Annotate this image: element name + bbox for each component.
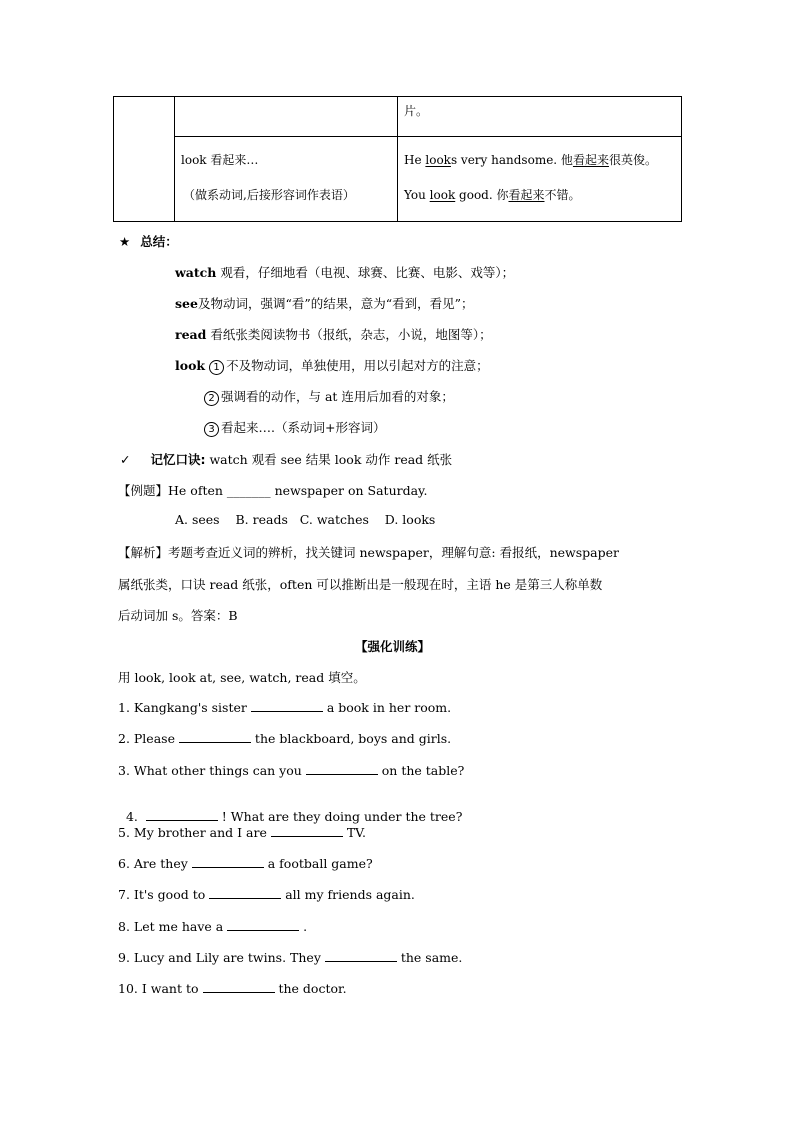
answer-blank[interactable] <box>203 980 275 993</box>
practice-item: 1. Kangkang's sister a book in her room. <box>118 700 452 715</box>
table-text: 片。 <box>404 104 429 118</box>
circled-number: 2 <box>204 391 219 406</box>
table-cell-empty <box>114 97 175 222</box>
example-sentence: You look good. 你看起来不错。 <box>404 188 581 202</box>
table-text: look 看起来… <box>181 153 259 167</box>
practice-title: 【强化训练】 <box>355 639 431 654</box>
practice-item: 2. Please the blackboard, boys and girls. <box>118 731 452 746</box>
example-question: 【例题】He often _______ newspaper on Saturday. <box>118 483 428 498</box>
answer-blank[interactable] <box>271 824 343 837</box>
analysis-line: 【解析】考题考查近义词的辨析，找关键词 newspaper，理解句意: 看报纸，newspaper <box>118 545 619 560</box>
table-cell-empty <box>175 97 398 137</box>
practice-item: 9. Lucy and Lily are twins. They the same. <box>118 950 463 965</box>
example-sentence: He looks very handsome. 他看起来很英俊。 <box>404 153 657 167</box>
analysis-line: 属纸张类，口诀 read 纸张，often 可以推断出是一般现在时，主语 he 是第三人称单数 <box>118 577 603 592</box>
table-row <box>114 97 682 137</box>
practice-item: 7. It's good to all my friends again. <box>118 887 415 902</box>
memory-rhyme: ✓ 记忆口诀: watch 观看 see 结果 look 动作 read 纸张 <box>120 452 453 467</box>
table-cell <box>175 137 398 222</box>
circled-number: 3 <box>204 422 219 437</box>
circled-number: 1 <box>209 360 224 375</box>
answer-blank[interactable] <box>209 886 281 899</box>
answer-blank[interactable] <box>325 949 397 962</box>
vocab-table <box>113 96 682 222</box>
summary-heading: ★ 总结： <box>119 234 178 249</box>
example-options: A. sees B. reads C. watches D. looks <box>175 512 436 527</box>
summary-see: see及物动词，强调“看”的结果，意为“看到，看见”； <box>175 296 474 311</box>
answer-blank[interactable] <box>227 918 299 931</box>
table-row <box>114 137 682 222</box>
star-icon: ★ <box>119 234 131 249</box>
check-icon: ✓ <box>120 452 131 467</box>
practice-item: 6. Are they a football game? <box>118 856 373 871</box>
summary-look-2: 2 强调看的动作，与 at 连用后加看的对象； <box>204 387 454 406</box>
practice-item: 10. I want to the doctor. <box>118 981 347 996</box>
summary-look-3: 3 看起来….（系动词+形容词） <box>204 418 385 437</box>
practice-item: 3. What other things can you on the table? <box>118 763 465 778</box>
answer-blank[interactable] <box>192 855 264 868</box>
practice-item: 8. Let me have a . <box>118 919 308 934</box>
table-text: （做系动词,后接形容词作表语） <box>183 188 355 202</box>
summary-read: read 看纸张类阅读物书（报纸，杂志，小说，地图等）； <box>175 327 492 342</box>
analysis-line: 后动词加 s。答案：B <box>118 608 238 623</box>
table-cell <box>398 137 682 222</box>
summary-watch: watch 观看，仔细地看（电视、球赛、比赛、电影、戏等）； <box>175 265 515 280</box>
answer-blank[interactable] <box>146 808 218 821</box>
table-cell <box>398 97 682 137</box>
practice-item: 5. My brother and I are TV. <box>118 825 366 840</box>
answer-blank[interactable] <box>179 730 251 743</box>
answer-blank[interactable] <box>251 699 323 712</box>
answer-blank[interactable] <box>306 762 378 775</box>
practice-instruction: 用 look, look at, see, watch, read 填空。 <box>118 670 366 685</box>
summary-look-1: look 1 不及物动词，单独使用，用以引起对方的注意； <box>175 358 489 373</box>
practice-item: 4. ! What are they doing under the tree? <box>125 809 463 824</box>
